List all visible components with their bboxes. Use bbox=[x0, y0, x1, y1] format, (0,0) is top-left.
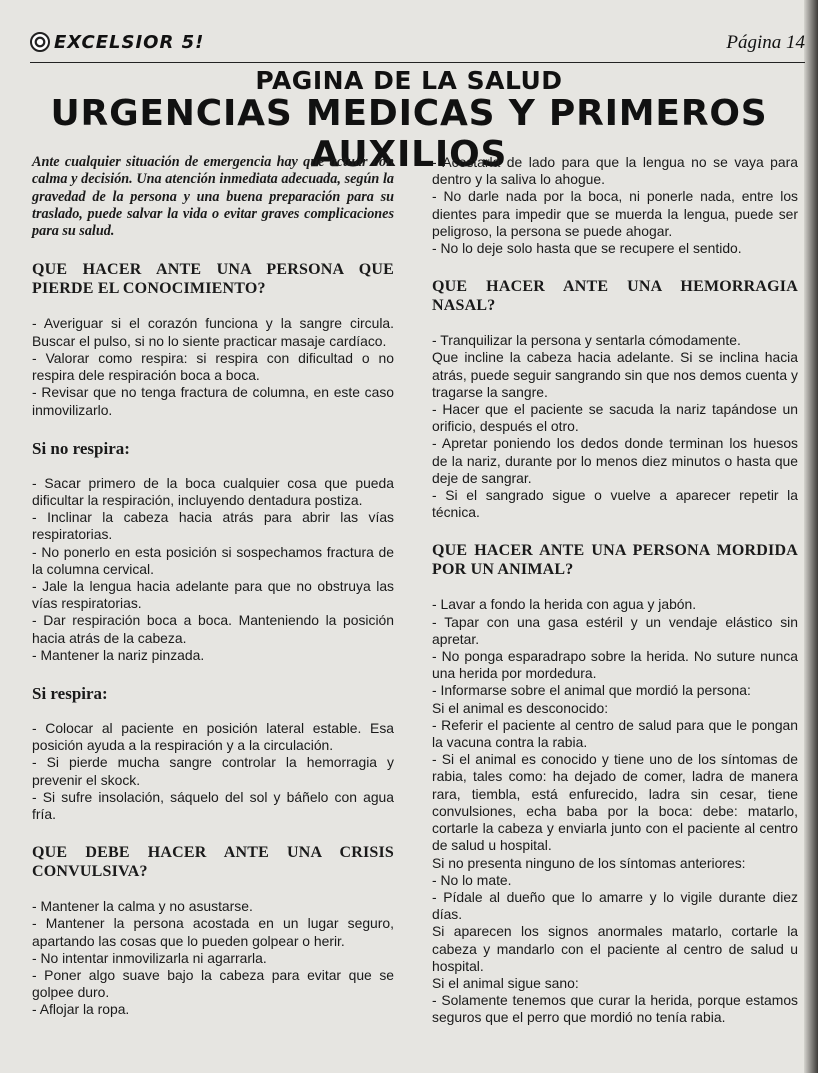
seizure-steps-continued bbox=[432, 154, 798, 257]
right-column bbox=[432, 154, 798, 1047]
paragraph: - Tranquilizar la persona y sentarla cómodamente. bbox=[432, 332, 741, 349]
heading-nosebleed: QUE HACER ANTE UNA HEMORRAGIA NASAL? bbox=[432, 278, 798, 315]
left-column bbox=[32, 154, 394, 1039]
paragraph: Si el animal sigue sano: bbox=[432, 974, 579, 991]
paragraph: - Sacar primero de la boca cualquier cosa que pueda dificultar la respiración, incluyendo dentadura postiza. bbox=[32, 474, 394, 508]
heading-seizure: QUE DEBE HACER ANTE UNA CRISIS CONVULSIVA? bbox=[32, 844, 394, 881]
animal-bite-steps bbox=[432, 596, 798, 1026]
paragraph: - Revisar que no tenga fractura de columna, en este caso inmovilizarlo. bbox=[32, 384, 394, 418]
paragraph: - Apretar poniendo los dedos donde terminan los huesos de la nariz, durante por lo menos diez minutos o hasta que deje de sangrar. bbox=[432, 435, 798, 486]
paragraph: - No intentar inmovilizarla ni agarrarla. bbox=[32, 949, 267, 966]
paragraph: - No lo deje solo hasta que se recupere el sentido. bbox=[432, 240, 742, 257]
paragraph: - Valorar como respira: si respira con dificultad o no respira dele respiración boca a boca. bbox=[32, 349, 394, 384]
section-kicker: PAGINA DE LA SALUD bbox=[255, 66, 563, 95]
paragraph: - Pídale al dueño que lo amarre y lo vigile durante diez días. bbox=[432, 888, 798, 923]
paragraph: - No lo mate. bbox=[432, 871, 512, 888]
seizure-steps bbox=[32, 898, 394, 1018]
paragraph: - Jale la lengua hacia adelante para que no obstruya las vías respiratorias. bbox=[32, 577, 394, 612]
not-breathing-steps bbox=[32, 475, 394, 664]
logo-emblem-icon bbox=[30, 32, 50, 52]
paragraph: - Inclinar la cabeza hacia atrás para abrir las vías respiratorias. bbox=[32, 509, 394, 543]
paragraph: Si el animal es desconocido: bbox=[432, 699, 609, 716]
magazine-logo bbox=[30, 29, 204, 55]
paragraph: - Dar respiración boca a boca. Manteniendo la posición hacia atrás de la cabeza. bbox=[32, 612, 394, 646]
paragraph: - No darle nada por la boca, ni ponerle nada, entre los dientes para impedir que se muerda la lengua, puede ser peligroso, la persona se puede ahogar. bbox=[432, 188, 798, 239]
paragraph: - Colocar al paciente en posición lateral estable. Esa posición ayuda a la respiración y a la circulación. bbox=[32, 719, 394, 754]
page-number: Página 14 bbox=[726, 32, 805, 53]
paragraph: - Si sufre insolación, sáquelo del sol y báñelo con agua fría. bbox=[32, 788, 394, 822]
paragraph: - Si pierde mucha sangre controlar la hemorragia y prevenir el skock. bbox=[32, 754, 394, 788]
heading-not-breathing: Si no respira: bbox=[32, 438, 130, 458]
paragraph: Si aparecen los signos anormales matarlo, cortarle la cabeza y mandarlo con el paciente al centro de salud u hospital. bbox=[432, 923, 798, 974]
paragraph: - Solamente tenemos que curar la herida, porque estamos seguros que el perro que mordió no tenía rabia. bbox=[432, 992, 798, 1026]
paragraph: - Aflojar la ropa. bbox=[32, 1001, 130, 1018]
paragraph: - Mantener la persona acostada en un lugar seguro, apartando las cosas que lo pueden golpear o herir. bbox=[32, 915, 394, 949]
nosebleed-steps bbox=[432, 332, 798, 521]
paragraph: - Lavar a fondo la herida con agua y jabón. bbox=[432, 596, 697, 613]
heading-breathing: Si respira: bbox=[32, 683, 108, 703]
paragraph: - Tapar con una gasa estéril y un vendaje elástico sin apretar. bbox=[432, 613, 798, 647]
paragraph: - Mantener la calma y no asustarse. bbox=[32, 898, 253, 915]
paragraph: - Acostarla de lado para que la lengua no se vaya para dentro y la saliva lo ahogue. bbox=[432, 154, 798, 188]
paragraph: - Informarse sobre el animal que mordió la persona: bbox=[432, 682, 751, 699]
intro-paragraph: Ante cualquier situación de emergencia hay que actuar con calma y decisión. Una atención inmediata adecuada, según la gravedad de la persona y una buena preparación para su traslado, puede salvar la vida o evitar graves complicaciones para su salud. bbox=[32, 154, 394, 240]
paragraph: Que incline la cabeza hacia adelante. Si se inclina hacia atrás, puede seguir sangrando sin que nos demos cuenta y tragarse la sangre. bbox=[432, 349, 798, 400]
page-headline: URGENCIAS MEDICAS Y PRIMEROS AUXILIOS bbox=[50, 93, 768, 175]
paragraph: - Mantener la nariz pinzada. bbox=[32, 646, 205, 663]
paragraph: Si no presenta ninguno de los síntomas anteriores: bbox=[432, 854, 746, 871]
paragraph: - Referir el paciente al centro de salud para que le pongan la vacuna contra la rabia. bbox=[432, 716, 798, 751]
heading-unconscious: QUE HACER ANTE UNA PERSONA QUE PIERDE EL CONOCIMIENTO? bbox=[32, 261, 394, 298]
paragraph: - Si el animal es conocido y tiene uno de los síntomas de rabia, tales como: ha dejado de comer, ladra de manera rara, tiembla, está enfurecido, ladra sin cesar, tiene convulsiones, echa baba por la boca: debe: matarlo, cortarle la cabeza y enviarla junto con el paciente al centro de salud u hospital. bbox=[432, 751, 798, 854]
logo-text: EXCELSIOR 5! bbox=[54, 31, 205, 53]
paragraph: - Hacer que el paciente se sacuda la nariz tapándose un orificio, después el otro. bbox=[432, 401, 798, 435]
paragraph: - No ponga esparadrapo sobre la herida. No suture nunca una herida por mordedura. bbox=[432, 648, 798, 682]
page-header bbox=[30, 26, 805, 63]
paragraph: - No ponerlo en esta posición si sospechamos fractura de la columna cervical. bbox=[32, 543, 394, 577]
paragraph: - Averiguar si el corazón funciona y la sangre circula. Buscar el pulso, si no lo siente practicar masaje cardíaco. bbox=[32, 315, 394, 349]
heading-animal-bite: QUE HACER ANTE UNA PERSONA MORDIDA POR UN ANIMAL? bbox=[432, 542, 798, 579]
paragraph: - Si el sangrado sigue o vuelve a aparecer repetir la técnica. bbox=[432, 487, 798, 521]
unconscious-steps bbox=[32, 315, 394, 418]
paragraph: - Poner algo suave bajo la cabeza para evitar que se golpee duro. bbox=[32, 966, 394, 1001]
breathing-steps bbox=[32, 720, 394, 823]
